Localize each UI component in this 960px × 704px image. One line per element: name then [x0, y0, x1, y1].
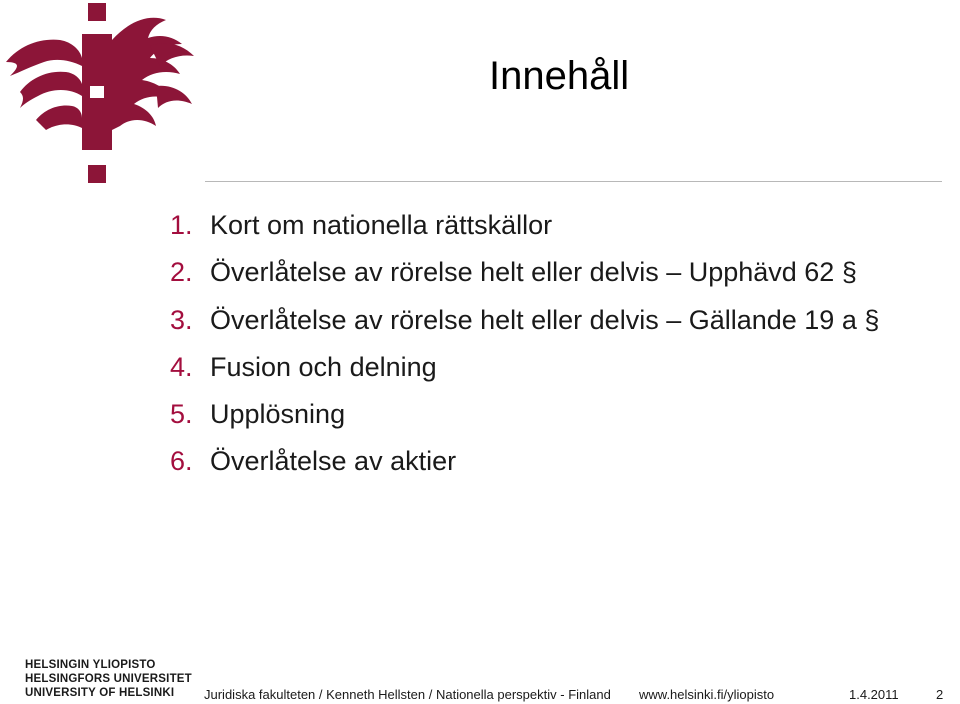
agenda-item-text: Överlåtelse av aktier [210, 446, 457, 476]
agenda-item [170, 347, 437, 387]
slide-title: Innehåll [489, 54, 630, 98]
wordmark-line-finnish: HELSINGIN YLIOPISTO [25, 659, 156, 671]
agenda-item-text: Upplösning [210, 399, 346, 429]
agenda-item-number: 3. [170, 305, 193, 335]
title-divider [205, 181, 942, 182]
agenda-item-text: Kort om nationella rättskällor [210, 210, 553, 240]
agenda-item-number: 5. [170, 399, 193, 429]
footer-date: 1.4.2011 [849, 687, 899, 702]
agenda-item [170, 300, 879, 340]
university-flame-logo-icon [0, 0, 200, 190]
wordmark-line-english: UNIVERSITY OF HELSINKI [25, 687, 175, 699]
agenda-item-number: 1. [170, 210, 193, 240]
page-number: 2 [936, 687, 944, 702]
agenda-item [170, 205, 552, 245]
university-wordmark [25, 658, 195, 700]
agenda-item [170, 441, 456, 481]
agenda-item-text: Fusion och delning [210, 352, 437, 382]
agenda-item [170, 252, 857, 292]
agenda-item-text: Överlåtelse av rörelse helt eller delvis – Upphävd 62 § [210, 257, 857, 287]
agenda-item-number: 6. [170, 446, 193, 476]
agenda-item-number: 2. [170, 257, 193, 287]
agenda-item [170, 394, 345, 434]
footer-url: www.helsinki.fi/yliopisto [639, 687, 775, 702]
footer-attribution: Juridiska fakulteten / Kenneth Hellsten / Nationella perspektiv - Finland [204, 687, 611, 702]
wordmark-line-swedish: HELSINGFORS UNIVERSITET [25, 673, 192, 685]
agenda-item-number: 4. [170, 352, 193, 382]
agenda-item-text: Överlåtelse av rörelse helt eller delvis – Gällande 19 a § [210, 305, 880, 335]
